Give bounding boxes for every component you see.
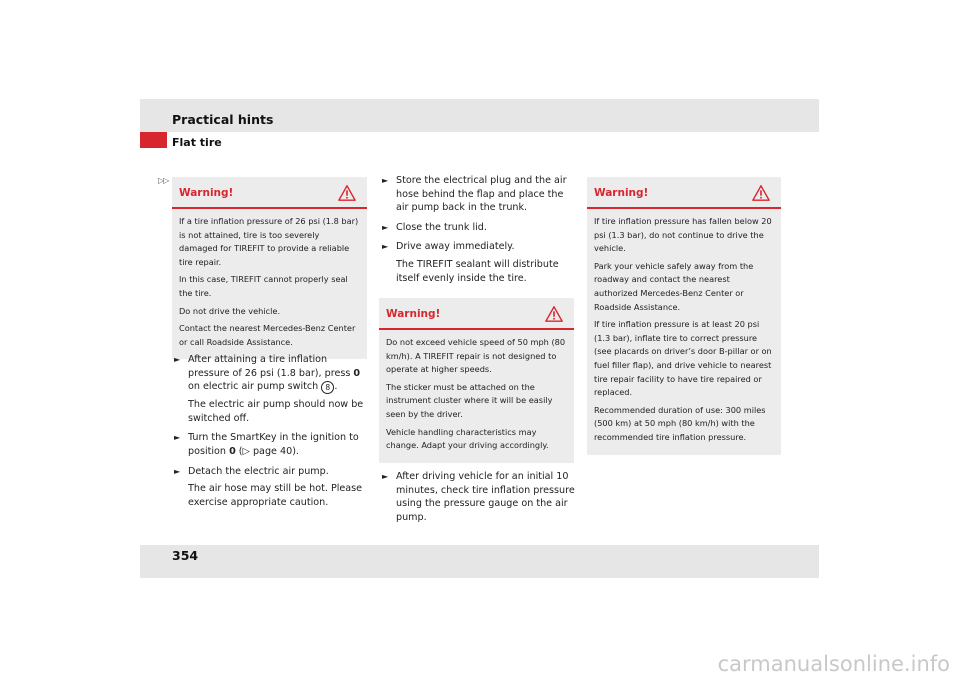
bullet-arrow-icon: ► [382,176,389,185]
section-title: Practical hints [172,112,274,127]
warning-title: Warning! [386,308,441,320]
instruction-step: ► After driving vehicle for an initial 10 minutes, check tire inflation pressure using the pressure gauge on the air pump. [382,471,575,523]
key-label: 0 [229,445,236,457]
section-color-tab [140,132,167,148]
page-reference: (▷ page 40). [235,445,299,457]
footer-band [140,545,819,578]
warning-triangle-icon [752,184,770,202]
warning-paragraph: Contact the nearest Mercedes-Benz Center or call Roadside Assistance. [179,323,356,347]
warning-title: Warning! [594,187,649,199]
instruction-step: ► Store the electrical plug and the air hose behind the flap and place the air pump back in the trunk. [382,175,567,214]
left-column-steps [174,353,370,509]
middle-column-steps-bottom [382,470,576,524]
warning-header [587,177,781,209]
warning-paragraph: Do not exceed vehicle speed of 50 mph (80 km/h). A TIREFIT repair is not designed to operate at higher speeds. [386,337,566,375]
warning-paragraph: In this case, TIREFIT cannot properly seal the tire. [179,274,348,298]
bullet-arrow-icon: ► [382,242,389,252]
bullet-arrow-icon: ► [382,222,389,232]
middle-column-steps-top [382,174,576,285]
instruction-step: ► Close the trunk lid. [382,221,487,233]
warning-triangle-icon [545,305,563,323]
step-note: The TIREFIT sealant will distribute itself evenly inside the tire. [396,258,559,284]
warning-triangle-icon [338,184,356,202]
continued-marker: ▷▷ [158,176,169,185]
step-note: The electric air pump should now be switched off. [188,399,364,424]
bullet-arrow-icon: ► [382,472,389,481]
warning-paragraph: Recommended duration of use: 300 miles (500 km) at 50 mph (80 km/h) with the recommended tire inflation pressure. [594,404,766,442]
warning-box-middle [379,298,574,463]
watermark: carmanualsonline.info [717,652,950,676]
warning-header [379,298,574,330]
warning-paragraph: If tire inflation pressure is at least 20 psi (1.3 bar), inflate tire to correct pressure (see placards on driver’s door B-pillar or on fuel filler flap), and drive vehicle to nearest tire repair facility to have tire repaired or replaced. [594,319,772,398]
warning-paragraph: If a tire inflation pressure of 26 psi (1.8 bar) is not attained, tire is too severely damaged for TIREFIT to provide a reliable tire repair. [179,216,359,267]
warning-box-right [587,177,781,455]
bullet-arrow-icon: ► [174,433,181,443]
instruction-step: ► Turn the SmartKey in the ignition to position 0 (▷ page 40). [174,432,359,457]
switch-number-badge: 8 [321,381,334,394]
instruction-step: ► After attaining a tire inflation pressure of 26 psi (1.8 bar), press 0 on electric air pump switch 8 . [174,354,361,393]
bullet-arrow-icon: ► [174,355,181,364]
page-number: 354 [172,548,199,563]
warning-title: Warning! [179,187,234,199]
instruction-step: ► Drive away immediately. [382,241,515,253]
key-label: 0 [353,367,361,379]
warning-paragraph: Park your vehicle safely away from the roadway and contact the nearest authorized Mercedes-Benz Center or Roadside Assistance. [594,260,754,312]
warning-header [172,177,367,209]
warning-paragraph: If tire inflation pressure has fallen below 20 psi (1.3 bar), do not continue to drive the vehicle. [594,216,772,254]
warning-box-left [172,177,367,359]
step-note: The air hose may still be hot. Please exercise appropriate caution. [188,483,363,508]
warning-paragraph: Do not drive the vehicle. [179,305,281,316]
bullet-arrow-icon: ► [174,466,181,476]
subsection-title: Flat tire [172,136,222,149]
warning-paragraph: The sticker must be attached on the instrument cluster where it will be easily seen by the driver. [386,381,553,419]
instruction-step: ► Detach the electric air pump. [174,465,329,477]
warning-paragraph: Vehicle handling characteristics may change. Adapt your driving accordingly. [386,426,549,451]
